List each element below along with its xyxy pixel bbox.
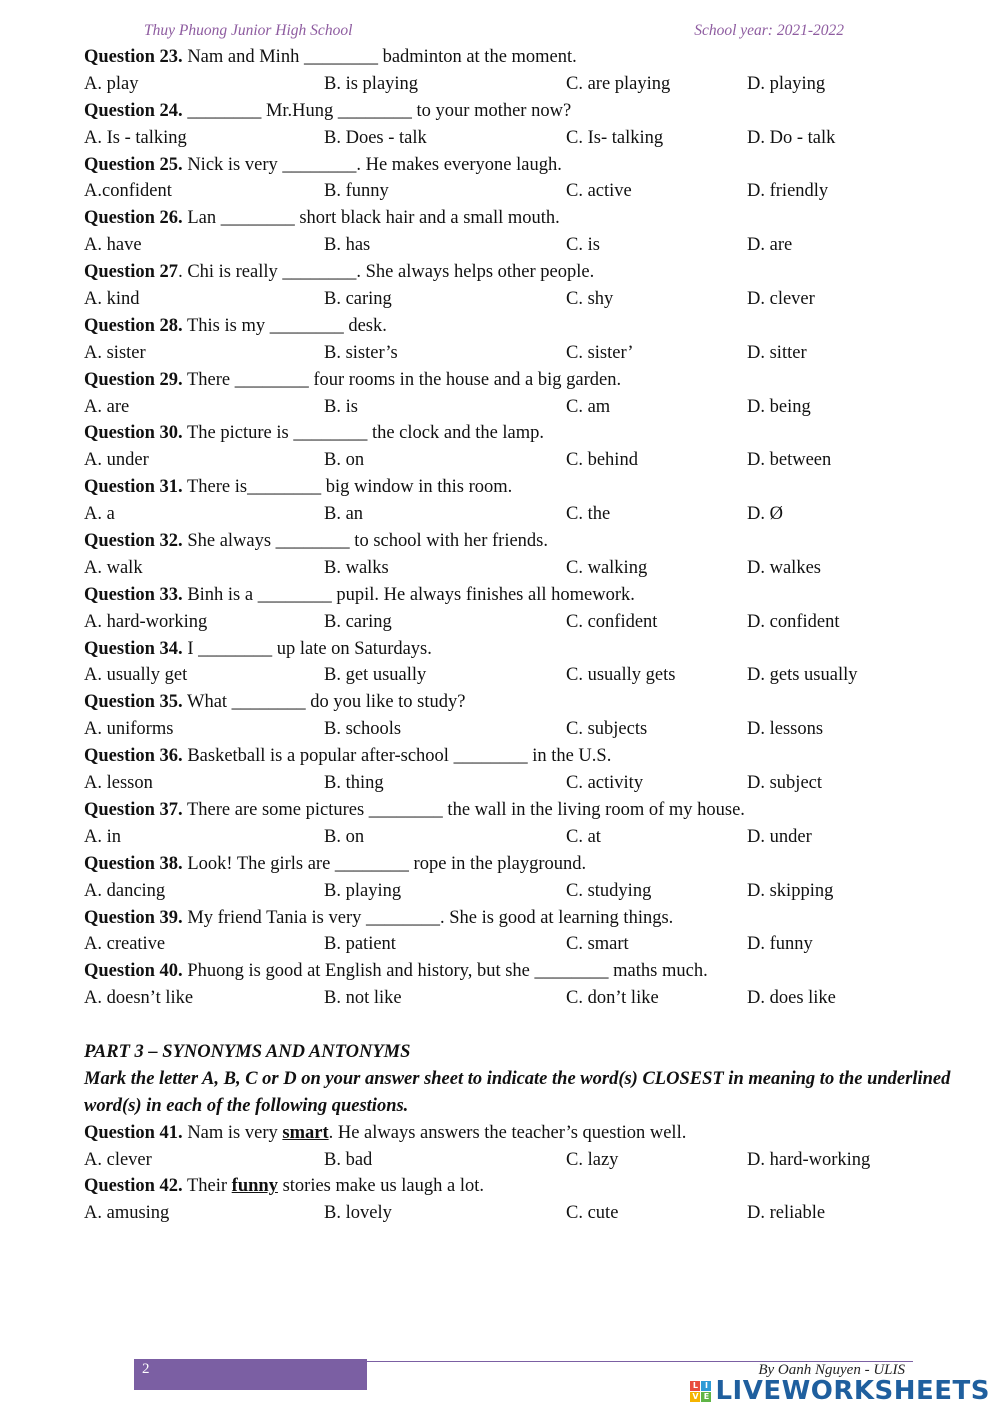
option-d[interactable]: D. reliable <box>747 1203 826 1224</box>
option-a[interactable]: A. lesson <box>84 773 153 794</box>
option-c[interactable]: C. shy <box>566 289 614 310</box>
question-label: Question 27 <box>84 262 179 283</box>
option-c[interactable]: C. at <box>566 826 601 847</box>
options-row <box>84 1200 964 1227</box>
question-stem <box>84 958 964 985</box>
question-text: Phuong is good at English and history, but she ________ maths much. <box>182 961 708 982</box>
option-c[interactable]: C. sister’ <box>566 342 634 363</box>
option-b[interactable]: B. walks <box>324 557 389 578</box>
options-row <box>84 662 964 689</box>
question-label: Question 38. <box>84 853 183 874</box>
option-d[interactable]: D. clever <box>747 289 815 310</box>
option-c[interactable]: C. walking <box>566 557 648 578</box>
question-text: She always ________ to school with her friends. <box>182 531 549 552</box>
question-text: There are some pictures ________ the wall in the living room of my house. <box>182 799 745 820</box>
options-row <box>84 555 964 582</box>
option-b[interactable]: B. lovely <box>324 1203 392 1224</box>
options-row <box>84 609 964 636</box>
option-d[interactable]: D. being <box>747 396 811 417</box>
question-label: Question 28. <box>84 315 183 336</box>
question-text: Nick is very ________. He makes everyone laugh. <box>182 154 562 175</box>
option-a[interactable]: A.confident <box>84 181 172 202</box>
question-text: Binh is a ________ pupil. He always finishes all homework. <box>182 584 635 605</box>
question-stem <box>84 313 964 340</box>
logo-letter: E <box>701 1392 711 1402</box>
header-year: School year: 2021-2022 <box>694 22 844 39</box>
question-stem <box>84 582 964 609</box>
logo-letter: V <box>692 1391 699 1401</box>
question-label: Question 35. <box>84 692 183 713</box>
question-text: Lan ________ short black hair and a small mouth. <box>182 208 560 229</box>
liveworksheets-wordmark: LIVEWORKSHEETS <box>715 1376 990 1406</box>
options-row <box>84 931 964 958</box>
question-stem <box>84 420 964 447</box>
option-b[interactable]: B. is <box>324 396 358 417</box>
option-c[interactable]: C. the <box>566 504 611 525</box>
option-c[interactable]: C. studying <box>566 880 652 901</box>
option-a[interactable]: A. creative <box>84 934 166 955</box>
option-d[interactable]: D. sitter <box>747 342 807 363</box>
option-c[interactable]: C. Is- talking <box>566 127 664 148</box>
question-stem <box>84 259 964 286</box>
options-row <box>84 501 964 528</box>
option-a[interactable]: A. doesn’t like <box>84 988 194 1009</box>
footer-page-bar <box>134 1359 367 1390</box>
page-number: 2 <box>142 1361 150 1377</box>
option-a[interactable]: A. Is - talking <box>84 127 187 148</box>
question-stem <box>84 851 964 878</box>
option-b[interactable]: B. playing <box>324 880 402 901</box>
options-row <box>84 985 964 1012</box>
question-label: Question 34. <box>84 638 183 659</box>
option-b[interactable]: B. caring <box>324 611 392 632</box>
option-d[interactable]: D. lessons <box>747 719 824 740</box>
part3-instruction: Mark the letter A, B, C or D on your answer sheet to indicate the word(s) CLOSEST in meaning to the underlined word(s) in each of the following questions. <box>84 1068 951 1116</box>
option-d[interactable]: D. Do - talk <box>747 127 836 148</box>
option-b[interactable]: B. on <box>324 450 365 471</box>
option-c[interactable]: C. usually gets <box>566 665 676 686</box>
question-label: Question 42. <box>84 1176 183 1197</box>
options-row <box>84 716 964 743</box>
option-d[interactable]: D. between <box>747 450 832 471</box>
options-row <box>84 178 964 205</box>
option-c[interactable]: C. confident <box>566 611 658 632</box>
footer-author: By Oanh Nguyen - ULIS <box>758 1362 905 1378</box>
question-text: There ________ four rooms in the house and a big garden. <box>182 369 622 390</box>
option-b[interactable]: B. an <box>324 504 364 525</box>
option-a[interactable]: A. kind <box>84 289 140 310</box>
option-a[interactable]: A. play <box>84 73 139 94</box>
option-c[interactable]: C. don’t like <box>566 988 659 1009</box>
question-stem <box>84 797 964 824</box>
question-label: Question 40. <box>84 961 183 982</box>
liveworksheets-brand[interactable] <box>690 1376 990 1406</box>
option-b[interactable]: B. sister’s <box>324 342 398 363</box>
question-label: Question 32. <box>84 531 183 552</box>
question-stem <box>84 98 964 125</box>
question-stem <box>84 1173 964 1200</box>
question-text: ________ Mr.Hung ________ to your mother now? <box>182 100 572 121</box>
part3-title: PART 3 – SYNONYMS AND ANTONYMS <box>84 1041 411 1062</box>
option-c[interactable]: C. subjects <box>566 719 648 740</box>
liveworksheets-logo-icon <box>690 1381 711 1402</box>
option-c[interactable]: C. active <box>566 181 632 202</box>
question-text: Look! The girls are ________ rope in the playground. <box>182 853 587 874</box>
header-school: Thuy Phuong Junior High School <box>144 22 353 39</box>
option-d[interactable]: D. does like <box>747 988 836 1009</box>
question-text-pre: Nam is very <box>182 1122 283 1143</box>
option-d[interactable]: D. walkes <box>747 557 821 578</box>
question-label: Question 39. <box>84 907 183 928</box>
option-c[interactable]: C. lazy <box>566 1149 619 1170</box>
question-label: Question 24. <box>84 100 183 121</box>
option-a[interactable]: A. are <box>84 396 130 417</box>
option-c[interactable]: C. cute <box>566 1203 619 1224</box>
option-a[interactable]: A. a <box>84 504 115 525</box>
question-stem <box>84 367 964 394</box>
question-text: What ________ do you like to study? <box>182 692 466 713</box>
option-c[interactable]: C. behind <box>566 450 638 471</box>
option-b[interactable]: B. is playing <box>324 73 419 94</box>
option-b[interactable]: B. patient <box>324 934 396 955</box>
option-d[interactable]: D. are <box>747 235 793 256</box>
option-b[interactable]: B. thing <box>324 773 384 794</box>
option-d[interactable]: D. skipping <box>747 880 834 901</box>
option-b[interactable]: B. bad <box>324 1149 373 1170</box>
option-b[interactable]: B. has <box>324 235 371 256</box>
question-text: Basketball is a popular after-school ________ in the U.S. <box>182 746 612 767</box>
option-d[interactable]: D. friendly <box>747 181 829 202</box>
question-stem <box>84 905 964 932</box>
option-a[interactable]: A. hard-working <box>84 611 208 632</box>
question-label: Question 29. <box>84 369 183 390</box>
question-label: Question 23. <box>84 47 183 67</box>
option-a[interactable]: A. have <box>84 235 142 256</box>
question-text: My friend Tania is very ________. She is good at learning things. <box>182 907 674 928</box>
option-c[interactable]: C. activity <box>566 773 644 794</box>
options-row <box>84 447 964 474</box>
option-a[interactable]: A. sister <box>84 342 146 363</box>
option-b[interactable]: B. schools <box>324 719 402 740</box>
option-d[interactable]: D. playing <box>747 73 826 94</box>
question-stem <box>84 1120 964 1147</box>
option-c[interactable]: C. smart <box>566 934 629 955</box>
option-d[interactable]: D. under <box>747 826 812 847</box>
options-row <box>84 71 964 98</box>
option-b[interactable]: B. not like <box>324 988 402 1009</box>
option-c[interactable]: C. is <box>566 235 600 256</box>
option-d[interactable]: D. confident <box>747 611 840 632</box>
option-a[interactable]: A. usually get <box>84 665 188 686</box>
logo-letter: I <box>701 1381 711 1391</box>
option-b[interactable]: B. caring <box>324 289 392 310</box>
question-text: Nam and Minh ________ badminton at the moment. <box>182 47 577 67</box>
question-label: Question 31. <box>84 477 183 498</box>
question-label: Question 37. <box>84 799 183 820</box>
option-c[interactable]: C. are playing <box>566 73 671 94</box>
option-d[interactable]: D. funny <box>747 934 813 955</box>
question-label: Question 36. <box>84 746 183 767</box>
question-text-post: . He always answers the teacher’s question well. <box>328 1122 687 1143</box>
question-text: This is my ________ desk. <box>182 315 387 336</box>
option-a[interactable]: A. clever <box>84 1149 152 1170</box>
question-stem <box>84 636 964 663</box>
option-d[interactable]: D. hard-working <box>747 1149 871 1170</box>
question-label: Question 30. <box>84 423 183 444</box>
question-stem <box>84 528 964 555</box>
options-row <box>84 286 964 313</box>
question-text: I ________ up late on Saturdays. <box>182 638 432 659</box>
options-row <box>84 824 964 851</box>
question-stem <box>84 44 964 71</box>
question-text: The picture is ________ the clock and the lamp. <box>182 423 545 444</box>
question-text-pre: Their <box>182 1176 232 1197</box>
option-a[interactable]: A. uniforms <box>84 719 174 740</box>
underlined-word: smart <box>282 1122 329 1143</box>
question-text: . Chi is really ________. She always helps other people. <box>178 262 595 283</box>
option-d[interactable]: D. gets usually <box>747 665 858 686</box>
question-label: Question 26. <box>84 208 183 229</box>
options-row <box>84 878 964 905</box>
options-row <box>84 770 964 797</box>
option-d[interactable]: D. Ø <box>747 504 783 525</box>
underlined-word: funny <box>231 1176 278 1197</box>
question-stem <box>84 152 964 179</box>
option-b[interactable]: B. get usually <box>324 665 427 686</box>
logo-letter: L <box>690 1381 700 1391</box>
question-label: Question 33. <box>84 584 183 605</box>
option-a[interactable]: A. in <box>84 826 121 847</box>
option-b[interactable]: B. funny <box>324 181 389 202</box>
question-stem <box>84 689 964 716</box>
option-a[interactable]: A. walk <box>84 557 143 578</box>
options-row <box>84 125 964 152</box>
question-stem <box>84 474 964 501</box>
option-b[interactable]: B. Does - talk <box>324 127 427 148</box>
section-gap <box>84 1012 964 1039</box>
option-a[interactable]: A. amusing <box>84 1203 170 1224</box>
options-row <box>84 232 964 259</box>
options-row <box>84 1147 964 1174</box>
question-text-post: stories make us laugh a lot. <box>277 1176 484 1197</box>
option-c[interactable]: C. am <box>566 396 611 417</box>
worksheet-content <box>84 44 964 1227</box>
question-label: Question 41. <box>84 1122 183 1143</box>
option-b[interactable]: B. on <box>324 826 365 847</box>
question-label: Question 25. <box>84 154 183 175</box>
option-a[interactable]: A. dancing <box>84 880 166 901</box>
options-row <box>84 340 964 367</box>
option-d[interactable]: D. subject <box>747 773 823 794</box>
question-stem <box>84 205 964 232</box>
question-text: There is________ big window in this room. <box>182 477 513 498</box>
question-stem <box>84 743 964 770</box>
options-row <box>84 394 964 421</box>
option-a[interactable]: A. under <box>84 450 149 471</box>
